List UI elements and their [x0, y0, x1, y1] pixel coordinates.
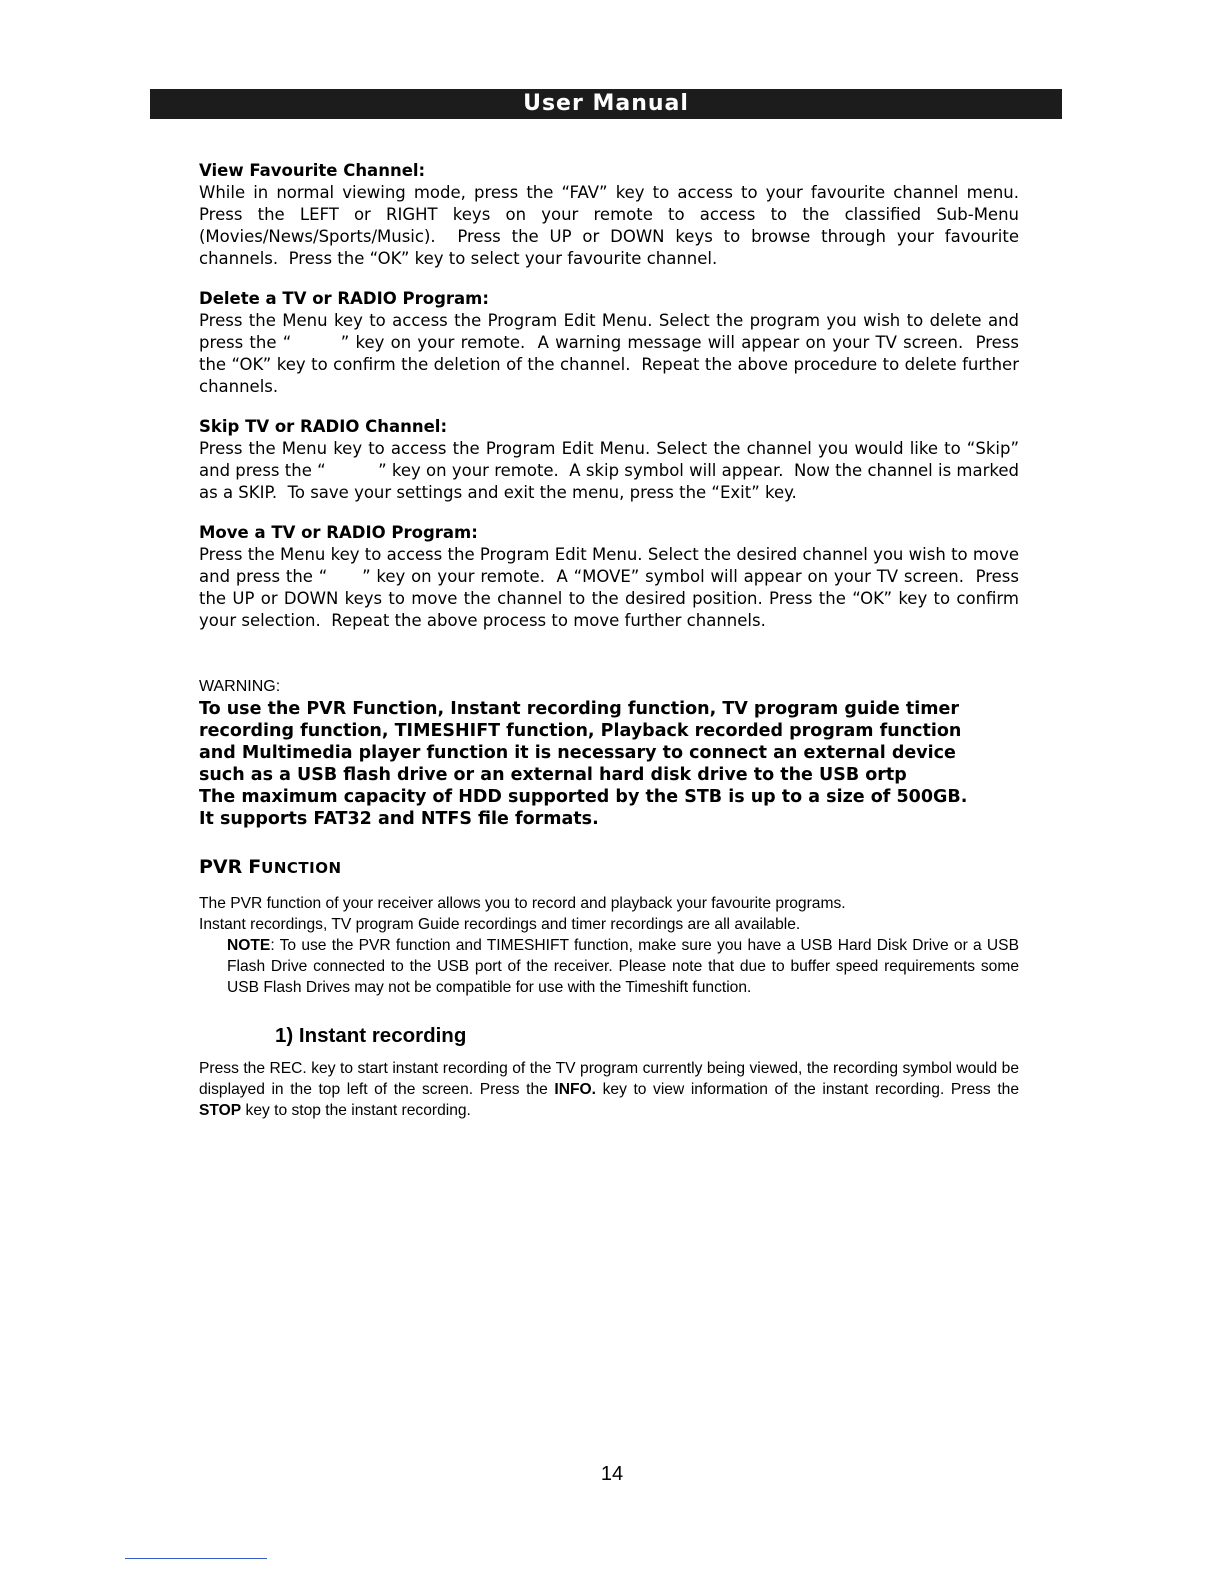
- section-body: While in normal viewing mode, press the “FAV” key to access to your favourite channel menu. Press the LEFT or RIGHT keys on your remote to access to the classified Sub-Menu (Movies/News/Sports/Music). Press the UP or DOWN keys to browse through your favourite channels. Press the “OK” key to select your favourite channel.: [199, 183, 1030, 268]
- info-key-label: INFO.: [554, 1081, 597, 1098]
- pvr-heading-initial: F: [248, 856, 262, 878]
- section-delete-program: [199, 288, 1025, 398]
- warning-line: such as a USB flash drive or an external hard disk drive to the USB ortp: [199, 765, 907, 785]
- warning-block: [199, 676, 1019, 830]
- instant-text-part: Press the REC. key to start instant recording of the TV program currently being viewed, the recording symbol would be displayed in the top left of the screen. Press the: [199, 1060, 1019, 1098]
- pvr-function-heading: [199, 856, 1019, 879]
- pvr-line: Instant recordings, TV program Guide recordings and timer recordings are all available.: [199, 916, 801, 933]
- section-title: Move a TV or RADIO Program:: [199, 523, 478, 542]
- warning-line: and Multimedia player function it is necessary to connect an external device: [199, 743, 956, 763]
- instant-recording-heading: 1) Instant recording: [275, 1024, 467, 1047]
- note-text: : To use the PVR function and TIMESHIFT function, make sure you have a USB Hard Disk Drive or a USB Flash Drive connected to the USB port of the receiver. Please note that due to buffer speed requirements some USB Flash Drives may not be compatible for use with the Timeshift function.: [227, 937, 1019, 996]
- section-title: Delete a TV or RADIO Program:: [199, 289, 489, 308]
- section-title: View Favourite Channel:: [199, 161, 426, 180]
- manual-title-banner: User Manual: [150, 89, 1062, 119]
- section-view-favourite: [199, 160, 1030, 270]
- section-body: Press the Menu key to access the Program Edit Menu. Select the desired channel you wish to move and press the “ ” key on your remote. A “MOVE” symbol will appear on your TV screen. Press the UP or DOWN keys to move the channel to the desired position. Press the “OK” key to confirm your selection. Repeat the above process to move further channels.: [199, 545, 1025, 630]
- pvr-heading-initial: PVR: [199, 856, 243, 878]
- stop-key-label: STOP: [199, 1102, 242, 1119]
- footer-rule: [125, 1558, 267, 1559]
- warning-line: It supports FAT32 and NTFS file formats.: [199, 809, 599, 829]
- section-title: Skip TV or RADIO Channel:: [199, 417, 448, 436]
- instant-text-part: key to stop the instant recording.: [241, 1102, 471, 1119]
- note-label: NOTE: [227, 937, 271, 954]
- page-number: 14: [600, 1463, 624, 1485]
- pvr-heading-rest: UNCTION: [261, 859, 342, 877]
- warning-label: WARNING:: [199, 678, 281, 695]
- instant-text-part: key to view information of the instant recording. Press the: [596, 1081, 1019, 1098]
- warning-line: The maximum capacity of HDD supported by the STB is up to a size of 500GB.: [199, 787, 968, 807]
- pvr-line: The PVR function of your receiver allows you to record and playback your favourite programs.: [199, 895, 846, 912]
- section-body: Press the Menu key to access the Program Edit Menu. Select the channel you would like to “Skip” and press the “ ” key on your remote. A skip symbol will appear. Now the channel is marked as a SKIP. To save your settings and exit the menu, press the “Exit” key.: [199, 439, 1025, 502]
- pvr-note: [199, 935, 1019, 998]
- section-move-program: [199, 522, 1025, 632]
- pvr-description: [199, 893, 1019, 998]
- instant-recording-text: [199, 1058, 1019, 1121]
- warning-line: To use the PVR Function, Instant recording function, TV program guide timer: [199, 699, 959, 719]
- section-body: Press the Menu key to access the Program Edit Menu. Select the program you wish to delete and press the “ ” key on your remote. A warning message will appear on your TV screen. Press the “OK” key to confirm the deletion of the channel. Repeat the above procedure to delete further channels.: [199, 311, 1025, 396]
- warning-line: recording function, TIMESHIFT function, Playback recorded program function: [199, 721, 962, 741]
- page-content: [199, 160, 1030, 1121]
- section-skip-channel: [199, 416, 1025, 504]
